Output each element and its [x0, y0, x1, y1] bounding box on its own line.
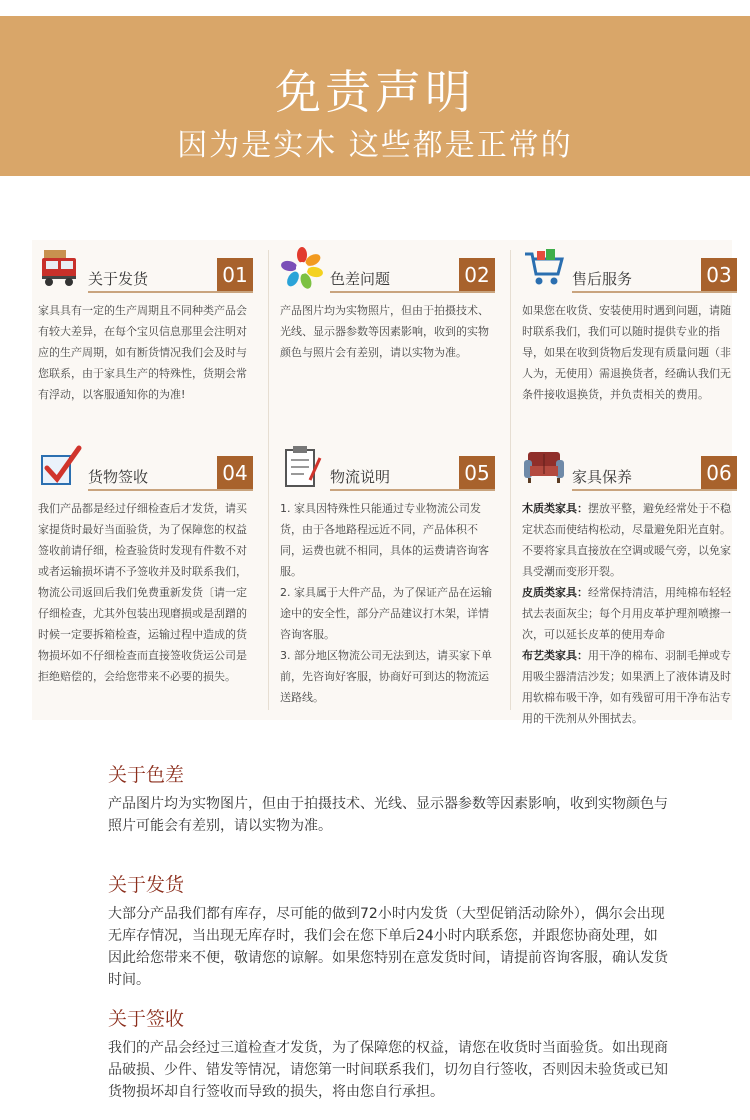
- card-paragraph: 2. 家具属于大件产品，为了保证产品在运输途中的安全性，部分产品建议打木架，详情咨询客服。: [280, 586, 492, 641]
- divider: [268, 250, 269, 710]
- card-paragraph: 我们产品都是经过仔细检查后才发货，请买家提货时最好当面验货，为了保障您的权益签收前请仔细，检查验货时发现有件数不对或者运输损坏请不予签收并及时联系我们，物流公司返回后我们免费重新发货〔请一定仔细检查，尤其外包装出现磨损或是刮蹭的时候一定要拆箱检查，运输过程中造成的货物损坏如不仔细检查而直接签收货运公司是拒绝赔偿的，会给您带来不必要的损失。: [38, 502, 247, 683]
- card-furniture-care: [522, 444, 737, 725]
- card-paragraph: 如果您在收货、安装使用时遇到问题，请随时联系我们，我们可以随时提供专业的指导，如果在收到货物后发现有质量问题（非人为，无使用）需退换货者，经确认我们无条件接收退换货，并负责相关的费用。: [522, 304, 731, 401]
- card-title: 色差问题: [330, 270, 391, 288]
- card-number-badge: 05: [459, 456, 495, 490]
- page-title: 免责声明: [275, 65, 475, 119]
- section-text: 产品图片均为实物图片，但由于拍摄技术、光线、显示器参数等因素影响，收到实物颜色与照片可能会有差别，请以实物为准。: [108, 796, 668, 834]
- page-subtitle: 因为是实木 这些都是正常的: [177, 128, 573, 163]
- card-title: 家具保养: [572, 468, 633, 486]
- card-title: 售后服务: [572, 270, 633, 288]
- truck-icon: [38, 246, 82, 290]
- card-number-badge: 03: [701, 258, 737, 292]
- card-color-difference: [280, 246, 495, 436]
- color-palette-icon: [280, 246, 324, 290]
- card-number-badge: 01: [217, 258, 253, 292]
- title-underline: [330, 489, 495, 491]
- card-paragraph: 家具具有一定的生产周期且不同种类产品会有较大差异，在每个宝贝信息那里会注明对应的生产周期，如有断货情况我们会及时与您联系，由于家具生产的特殊性，货期会常有浮动，以客服通知你的为准!: [38, 304, 247, 401]
- section-heading: 关于签收: [108, 1008, 185, 1030]
- care-label: 皮质类家具：: [522, 586, 588, 599]
- care-text: 摆放平整，避免经常处于不稳定状态而使结构松动，尽量避免阳光直射。不要将家具直接放在空调或暖气旁，以免家具受潮而变形开裂。: [522, 502, 731, 578]
- care-label: 木质类家具：: [522, 502, 588, 515]
- card-text: [38, 300, 253, 405]
- card-text: [280, 498, 495, 708]
- card-text: [38, 498, 253, 687]
- card-text: [522, 498, 737, 729]
- care-item: [522, 498, 737, 582]
- card-paragraph: 1. 家具因特殊性只能通过专业物流公司发货，由于各地路程远近不同，产品体积不同，运费也就不相同，具体的运费请咨询客服。: [280, 502, 489, 578]
- header-banner: [0, 16, 750, 176]
- card-after-sales: [522, 246, 737, 436]
- card-title: 货物签收: [88, 468, 149, 486]
- card-number-badge: 02: [459, 258, 495, 292]
- section-text: 大部分产品我们都有库存，尽可能的做到72小时内发货（大型促销活动除外），偶尔会出现无库存情况，当出现无库存时，我们会在您下单后24小时内联系您，并跟您协商处理，如因此给您带来不便，敬请您的谅解。如果您特别在意发货时间，请提前咨询客服，确认发货时间。: [108, 906, 668, 988]
- card-shipping: [38, 246, 253, 436]
- care-text: 经常保持清洁，用纯棉布轻轻拭去表面灰尘；每个月用皮革护理剂喷擦一次，可以延长皮革的使用寿命: [522, 586, 731, 641]
- shopping-cart-icon: [522, 246, 566, 290]
- title-underline: [572, 489, 737, 491]
- card-text: [280, 300, 495, 363]
- checkmark-icon: [38, 444, 82, 488]
- care-text: 用干净的棉布、羽制毛掸或专用吸尘器清洁沙发；如果洒上了液体请及时用软棉布吸干净，如有残留可用干净布沾专用的干洗剂从外围拭去。: [522, 649, 731, 725]
- section-receipt: [108, 1004, 668, 1103]
- card-paragraph: 产品图片均为实物照片，但由于拍摄技术、光线、显示器参数等因素影响，收到的实物颜色与照片会有差别，请以实物为准。: [280, 304, 489, 359]
- section-text: 我们的产品会经过三道检查才发货，为了保障您的权益，请您在收货时当面验货。如出现商品破损、少件、错发等情况，请您第一时间联系我们，切勿自行签收，否则因未验货或已知货物损坏却自行签收而导致的损失，将由您自行承担。: [108, 1040, 668, 1100]
- card-number-badge: 06: [701, 456, 737, 490]
- title-underline: [330, 291, 495, 293]
- info-grid: [32, 240, 732, 725]
- divider: [510, 250, 511, 710]
- card-logistics: [280, 444, 495, 714]
- section-heading: 关于色差: [108, 764, 185, 786]
- card-title: 物流说明: [330, 468, 391, 486]
- care-label: 布艺类家具：: [522, 649, 588, 662]
- clipboard-icon: [280, 444, 324, 488]
- section-color-difference: [108, 760, 668, 837]
- care-item: [522, 582, 737, 645]
- card-paragraph: 3. 部分地区物流公司无法到达，请买家下单前，先咨询好客服，协商好可到达的物流运送路线。: [280, 649, 492, 704]
- title-underline: [572, 291, 737, 293]
- card-title: 关于发货: [88, 270, 149, 288]
- title-underline: [88, 489, 253, 491]
- card-text: [522, 300, 737, 405]
- section-heading: 关于发货: [108, 874, 185, 896]
- card-receipt: [38, 444, 253, 714]
- card-number-badge: 04: [217, 456, 253, 490]
- section-shipping: [108, 870, 668, 991]
- care-item: [522, 645, 737, 729]
- sofa-icon: [522, 444, 566, 488]
- title-underline: [88, 291, 253, 293]
